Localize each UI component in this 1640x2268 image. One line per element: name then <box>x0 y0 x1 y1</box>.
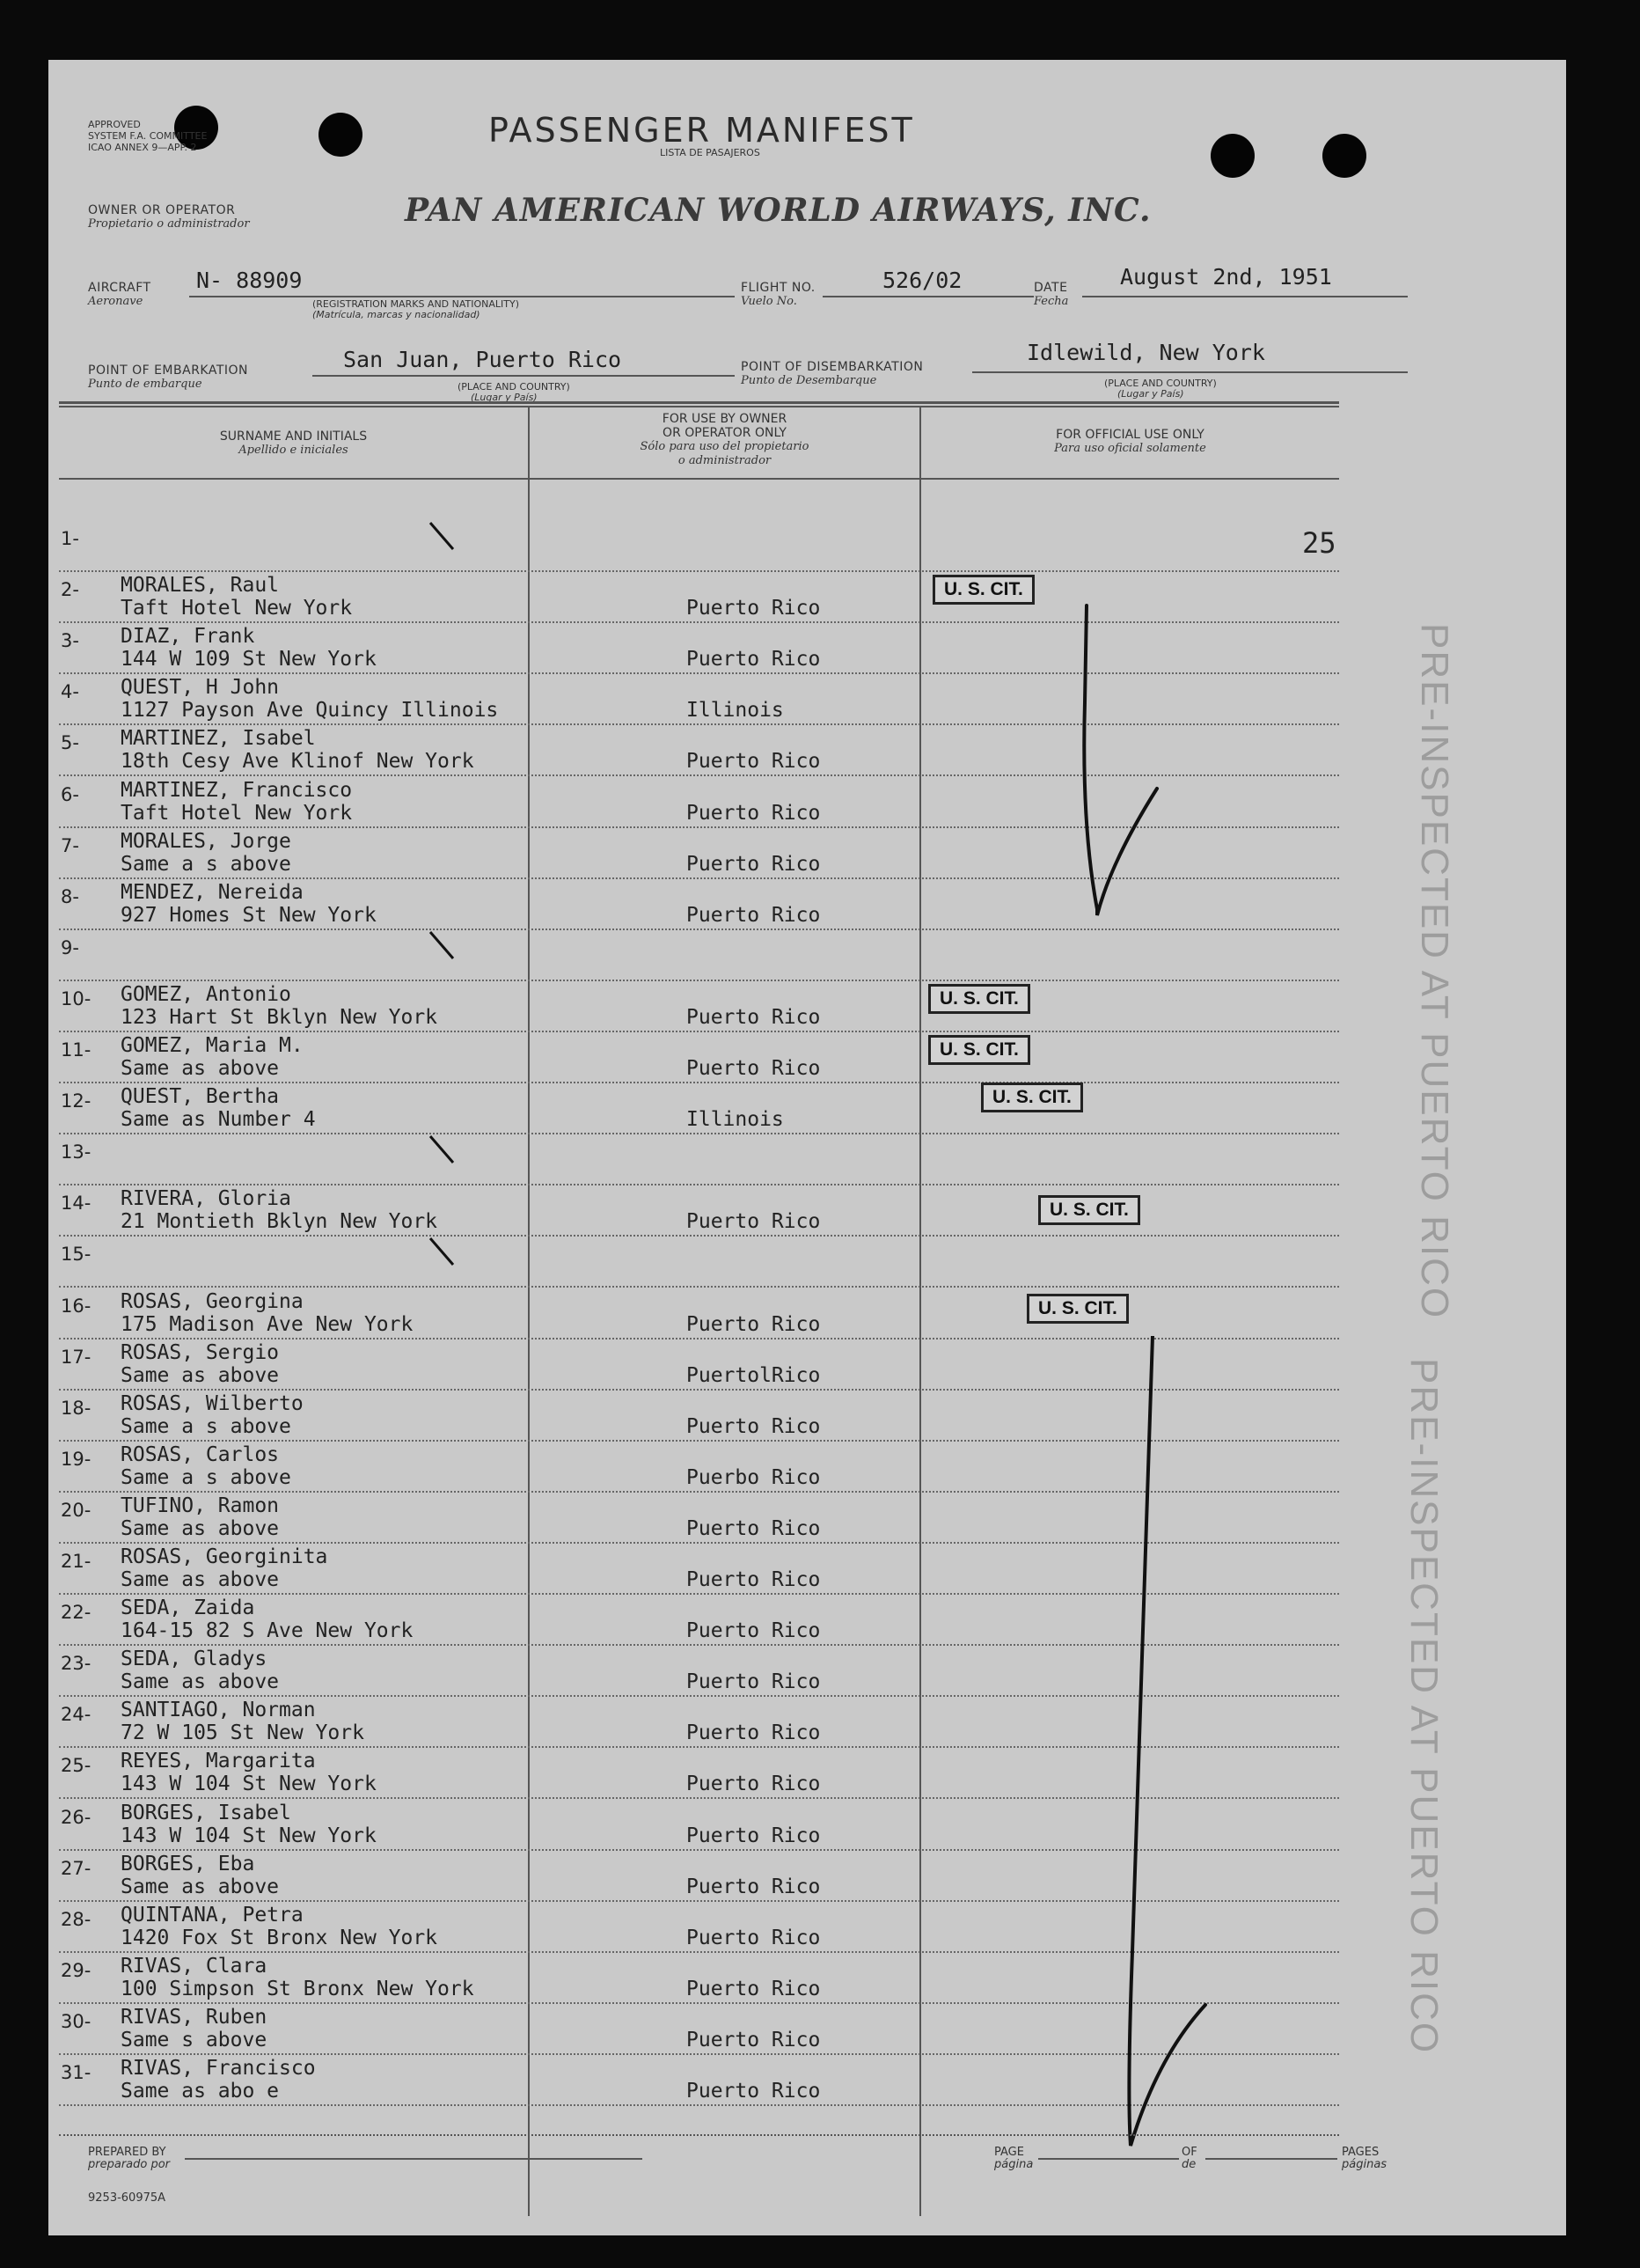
passenger-name: ROSAS, Wilberto <box>121 1391 304 1415</box>
of-label: OF <box>1182 2146 1197 2159</box>
passenger-nationality: Puerto Rico <box>686 903 821 927</box>
passenger-address: 18th Cesy Ave Klinof New York <box>121 750 474 774</box>
row-divider <box>59 1184 1339 1185</box>
passenger-nationality: Illinois <box>686 1108 784 1132</box>
row-divider <box>59 1133 1339 1134</box>
date-value: August 2nd, 1951 <box>1120 264 1332 290</box>
passenger-address: Same s above <box>121 2028 267 2051</box>
passenger-address: Same a s above <box>121 1465 291 1489</box>
row-number: 16- <box>61 1295 92 1317</box>
passenger-address: 123 Hart St Bklyn New York <box>121 1005 438 1029</box>
passenger-address: Same a s above <box>121 1414 291 1438</box>
passenger-address: Taft Hotel New York <box>121 597 353 620</box>
table-top-rule-2 <box>59 406 1339 407</box>
passenger-nationality: Puerto Rico <box>686 1977 821 2000</box>
passenger-name: REYES, Margarita <box>121 1750 316 1773</box>
aircraft-underline <box>189 296 735 297</box>
row-number: 5- <box>61 732 79 754</box>
row-divider <box>59 1286 1339 1288</box>
us-citizen-stamp: U. S. CIT. <box>981 1083 1083 1112</box>
row-number: 13- <box>61 1141 92 1163</box>
passenger-name: GOMEZ, Maria M. <box>121 1034 304 1057</box>
row-number: 1- <box>61 528 79 549</box>
passenger-nationality: Puerto Rico <box>686 1926 821 1949</box>
passenger-address: 927 Homes St New York <box>121 903 377 927</box>
registration-note-es: (Matrícula, marcas y nacionalidad) <box>312 309 480 320</box>
passenger-name: ROSAS, Carlos <box>121 1442 280 1466</box>
row-number: 11- <box>61 1039 92 1061</box>
disembark-underline <box>972 371 1408 373</box>
passenger-nationality: Puerto Rico <box>686 750 821 774</box>
row-number: 3- <box>61 630 79 652</box>
passenger-address: 164-15 82 S Ave New York <box>121 1619 414 1643</box>
passenger-nationality: Puerto Rico <box>686 852 821 876</box>
passenger-name: RIVAS, Ruben <box>121 2005 267 2029</box>
table-top-rule <box>59 401 1339 404</box>
passenger-address: 21 Montieth Bklyn New York <box>121 1210 438 1234</box>
row-number: 20- <box>61 1499 92 1521</box>
row-number: 9- <box>61 936 79 958</box>
prepared-by-line <box>185 2158 642 2160</box>
passenger-address: Same as above <box>121 1057 280 1080</box>
blank-row-strike-icon <box>427 519 462 554</box>
prepared-by-label-es: preparado por <box>88 2158 171 2171</box>
official-count: 25 <box>1302 526 1336 560</box>
disembark-place-note: (PLACE AND COUNTRY) <box>1104 378 1217 389</box>
passenger-name: DIAZ, Frank <box>121 625 255 649</box>
embark-place-note: (PLACE AND COUNTRY) <box>458 381 570 393</box>
row-number: 4- <box>61 681 79 703</box>
passenger-address: 72 W 105 St New York <box>121 1721 364 1745</box>
passenger-name: BORGES, Eba <box>121 1852 255 1875</box>
row-divider <box>59 1031 1339 1032</box>
row-number: 19- <box>61 1448 92 1470</box>
passenger-nationality: Puerto Rico <box>686 1670 821 1694</box>
passenger-nationality: Puerto Rico <box>686 1414 821 1438</box>
passenger-address: Same as above <box>121 1363 280 1387</box>
row-number: 17- <box>61 1346 92 1368</box>
passenger-address: Same as above <box>121 1568 280 1591</box>
approval-line: APPROVED <box>88 119 141 130</box>
us-citizen-stamp: U. S. CIT. <box>933 575 1035 605</box>
check-mark-icon <box>1051 1336 1227 2163</box>
passenger-address: 143 W 104 St New York <box>121 1773 377 1796</box>
airline-name: PAN AMERICAN WORLD AIRWAYS, INC. <box>405 192 1152 229</box>
row-number: 31- <box>61 2062 92 2083</box>
embark-label-es: Punto de embarque <box>88 378 202 391</box>
aircraft-value: N- 88909 <box>196 268 303 293</box>
passenger-address: Same as above <box>121 1875 280 1898</box>
owner-label-es: Propietario o administrador <box>88 217 250 231</box>
footer-rule <box>59 2134 1339 2136</box>
owner-label: OWNER OR OPERATOR <box>88 203 236 217</box>
passenger-name: ROSAS, Georgina <box>121 1289 304 1313</box>
passenger-name: BORGES, Isabel <box>121 1801 291 1824</box>
us-citizen-stamp: U. S. CIT. <box>928 984 1030 1014</box>
row-divider <box>59 1235 1339 1237</box>
row-divider <box>59 1082 1339 1083</box>
passenger-name: SEDA, Gladys <box>121 1648 267 1671</box>
passenger-address: 1420 Fox St Bronx New York <box>121 1926 438 1949</box>
blank-row-strike-icon <box>427 1133 462 1168</box>
date-underline <box>1082 296 1408 297</box>
column-header-names: SURNAME AND INITIALS Apellido e iniciales <box>219 429 368 457</box>
passenger-name: MENDEZ, Nereida <box>121 880 304 904</box>
passenger-nationality: Puerto Rico <box>686 1057 821 1080</box>
pages-label: PAGES <box>1342 2146 1380 2159</box>
passenger-name: QUEST, Bertha <box>121 1085 280 1109</box>
row-number: 27- <box>61 1857 92 1879</box>
passenger-address: Same as above <box>121 1516 280 1540</box>
row-number: 10- <box>61 987 92 1009</box>
row-number: 22- <box>61 1602 92 1624</box>
passenger-nationality: Illinois <box>686 699 784 723</box>
aircraft-label-es: Aeronave <box>88 295 143 308</box>
row-number: 28- <box>61 1908 92 1930</box>
flight-label: FLIGHT NO. <box>741 281 816 295</box>
passenger-nationality: Puerto Rico <box>686 1824 821 1847</box>
row-number: 23- <box>61 1653 92 1675</box>
passenger-nationality: Puerbo Rico <box>686 1465 821 1489</box>
passenger-nationality: Puerto Rico <box>686 648 821 672</box>
flight-label-es: Vuelo No. <box>741 295 797 308</box>
row-number: 6- <box>61 783 79 805</box>
passenger-address: Same as abo e <box>121 2080 280 2103</box>
passenger-nationality: Puerto Rico <box>686 1312 821 1336</box>
passenger-name: QUINTANA, Petra <box>121 1903 304 1927</box>
passenger-name: MARTINEZ, Francisco <box>121 778 353 802</box>
passenger-nationality: Puerto Rico <box>686 2028 821 2051</box>
passenger-name: GOMEZ, Antonio <box>121 982 291 1006</box>
flight-value: 526/02 <box>882 268 963 293</box>
row-number: 18- <box>61 1397 92 1419</box>
row-number: 12- <box>61 1090 92 1112</box>
row-number: 2- <box>61 579 79 601</box>
row-number: 21- <box>61 1551 92 1572</box>
passenger-nationality: Puerto Rico <box>686 597 821 620</box>
form-title-es: LISTA DE PASAJEROS <box>660 147 760 158</box>
of-line <box>1205 2158 1337 2160</box>
row-number: 30- <box>61 2010 92 2032</box>
column-divider <box>919 407 921 2216</box>
page-label-es: página <box>994 2158 1034 2171</box>
punch-hole <box>1211 134 1255 178</box>
row-number: 26- <box>61 1806 92 1828</box>
passenger-nationality: Puerto Rico <box>686 1568 821 1591</box>
passenger-nationality: Puerto Rico <box>686 1773 821 1796</box>
row-number: 24- <box>61 1704 92 1726</box>
embark-underline <box>312 375 735 377</box>
disembark-label-es: Punto de Desembarque <box>741 374 877 387</box>
column-header-operator: FOR USE BY OWNER OR OPERATOR ONLY Sólo para uso del propietario o administrador <box>640 412 809 467</box>
passenger-address: 1127 Payson Ave Quincy Illinois <box>121 699 499 723</box>
passenger-name: RIVERA, Gloria <box>121 1187 291 1211</box>
prepared-by-label: PREPARED BY <box>88 2146 166 2159</box>
disembark-label: POINT OF DISEMBARKATION <box>741 360 924 374</box>
preinspected-stamp: PRE-INSPECTED AT PUERTO RICO <box>1413 623 1456 1320</box>
passenger-nationality: Puerto Rico <box>686 2080 821 2103</box>
passenger-nationality: PuertolRico <box>686 1363 821 1387</box>
aircraft-label: AIRCRAFT <box>88 281 151 295</box>
form-number: 9253-60975A <box>88 2191 166 2205</box>
row-number: 15- <box>61 1244 92 1266</box>
date-label: DATE <box>1034 281 1068 295</box>
passenger-nationality: Puerto Rico <box>686 1875 821 1898</box>
us-citizen-stamp: U. S. CIT. <box>928 1035 1030 1065</box>
passenger-name: SEDA, Zaida <box>121 1596 255 1620</box>
approval-line: SYSTEM F.A. COMMITTEE <box>88 130 208 142</box>
registration-note: (REGISTRATION MARKS AND NATIONALITY) <box>312 298 520 310</box>
row-number: 25- <box>61 1755 92 1777</box>
us-citizen-stamp: U. S. CIT. <box>1027 1294 1129 1324</box>
disembark-value: Idlewild, New York <box>1027 340 1265 365</box>
passenger-name: SANTIAGO, Norman <box>121 1699 316 1722</box>
page-label: PAGE <box>994 2146 1024 2159</box>
passenger-nationality: Puerto Rico <box>686 1005 821 1029</box>
row-number: 14- <box>61 1193 92 1215</box>
blank-row-strike-icon <box>427 1235 462 1270</box>
passenger-address: Same a s above <box>121 852 291 876</box>
header-bottom-rule <box>59 478 1339 480</box>
passenger-name: ROSAS, Sergio <box>121 1340 280 1364</box>
row-divider <box>59 570 1339 572</box>
embark-label: POINT OF EMBARKATION <box>88 363 249 378</box>
passenger-address: Same as Number 4 <box>121 1108 316 1132</box>
passenger-name: QUEST, H John <box>121 676 280 700</box>
passenger-nationality: Puerto Rico <box>686 1619 821 1643</box>
date-label-es: Fecha <box>1034 295 1069 308</box>
passenger-nationality: Puerto Rico <box>686 1721 821 1745</box>
passenger-nationality: Puerto Rico <box>686 801 821 825</box>
passenger-address: 143 W 104 St New York <box>121 1824 377 1847</box>
column-header-official: FOR OFFICIAL USE ONLY Para uso oficial solamente <box>1054 428 1206 455</box>
passenger-address: Taft Hotel New York <box>121 801 353 825</box>
preinspected-stamp: PRE-INSPECTED AT PUERTO RICO <box>1402 1358 1446 2055</box>
of-label-es: de <box>1182 2158 1197 2171</box>
passenger-name: RIVAS, Francisco <box>121 2057 316 2080</box>
passenger-address: 144 W 109 St New York <box>121 648 377 672</box>
passenger-name: TUFINO, Ramon <box>121 1494 280 1517</box>
embark-place-note-es: (Lugar y País) <box>471 392 538 403</box>
row-number: 7- <box>61 834 79 856</box>
passenger-name: MORALES, Jorge <box>121 829 291 853</box>
embark-value: San Juan, Puerto Rico <box>343 347 622 372</box>
passenger-address: 100 Simpson St Bronx New York <box>121 1977 474 2000</box>
passenger-name: MARTINEZ, Isabel <box>121 727 316 751</box>
row-number: 29- <box>61 1959 92 1981</box>
row-number: 8- <box>61 885 79 907</box>
manifest-page <box>48 60 1566 2235</box>
passenger-address: Same as above <box>121 1670 280 1694</box>
passenger-nationality: Puerto Rico <box>686 1516 821 1540</box>
passenger-name: MORALES, Raul <box>121 574 280 598</box>
page-line <box>1038 2158 1179 2160</box>
pages-label-es: páginas <box>1342 2158 1387 2171</box>
punch-hole <box>1322 134 1366 178</box>
form-title: PASSENGER MANIFEST <box>488 111 915 150</box>
punch-hole <box>318 113 362 157</box>
passenger-name: RIVAS, Clara <box>121 1954 267 1978</box>
passenger-nationality: Puerto Rico <box>686 1210 821 1234</box>
passenger-address: 175 Madison Ave New York <box>121 1312 414 1336</box>
flight-underline <box>823 296 1034 297</box>
us-citizen-stamp: U. S. CIT. <box>1038 1195 1140 1225</box>
check-mark-icon <box>1016 597 1192 993</box>
blank-row-strike-icon <box>427 928 462 964</box>
passenger-name: ROSAS, Georginita <box>121 1545 328 1568</box>
disembark-place-note-es: (Lugar y País) <box>1117 388 1184 400</box>
column-divider <box>528 407 530 2216</box>
approval-line: ICAO ANNEX 9—APP. 2 <box>88 142 197 153</box>
